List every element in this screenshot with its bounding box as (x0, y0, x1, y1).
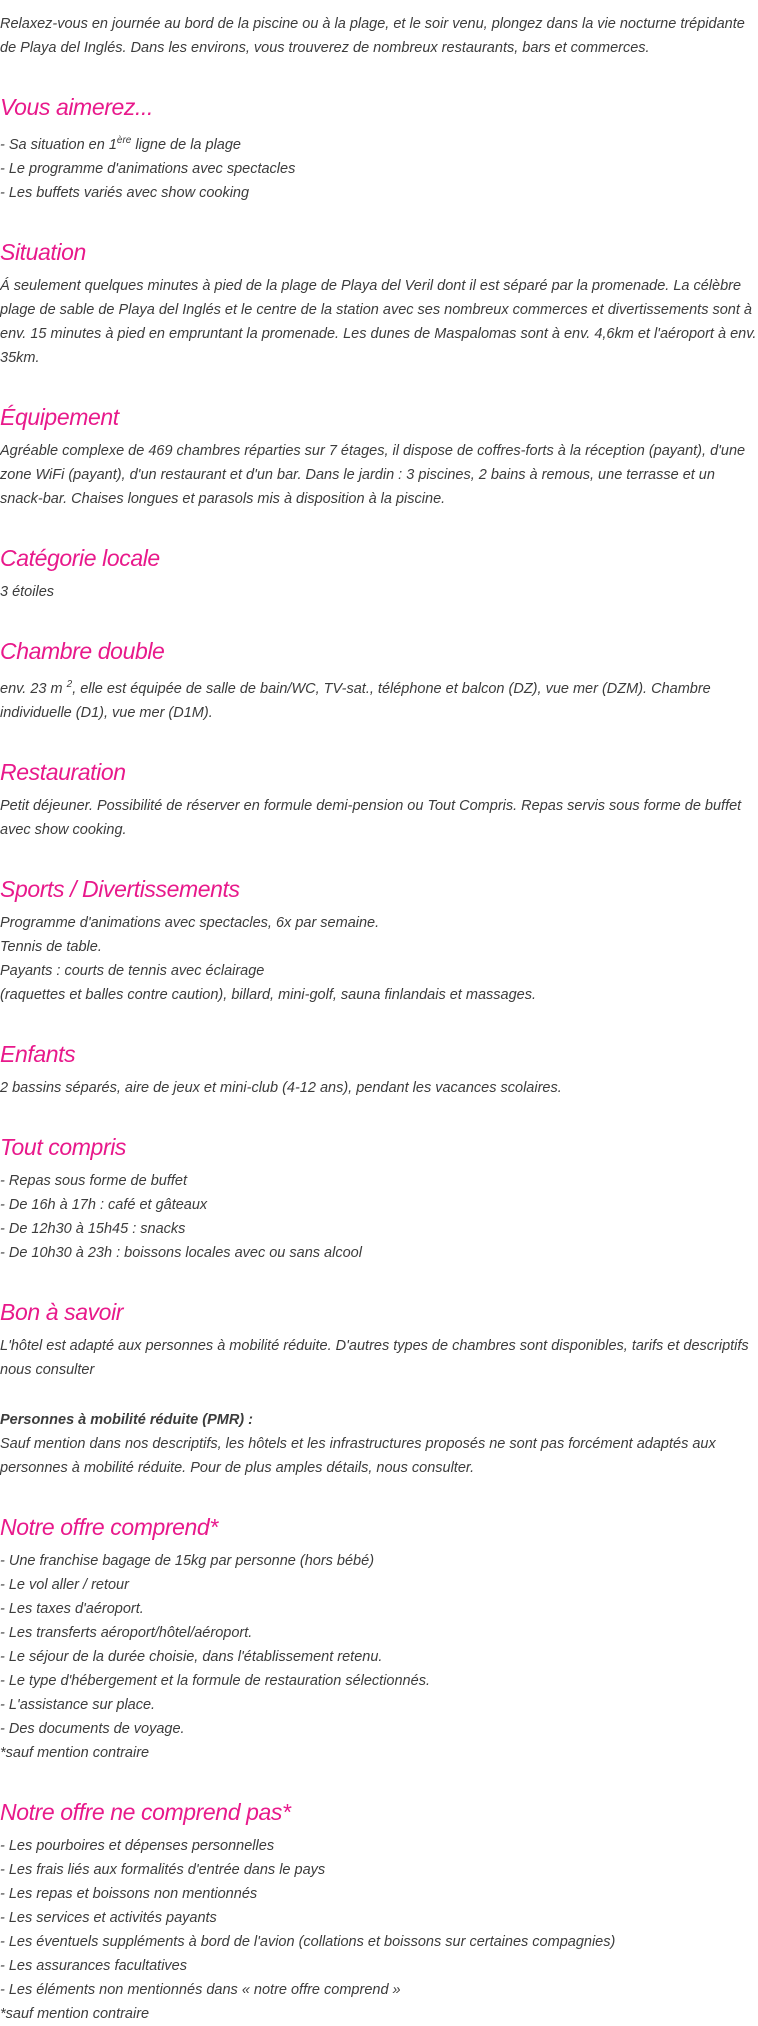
hotel-description (0, 12, 758, 2026)
categorie-text: 3 étoiles (0, 583, 55, 600)
pmr-text: Sauf mention dans nos descriptifs, les hôtels et les infrastructures proposés ne sont pas forcément adaptés aux personnes à mobilité réduite. Pour de plus amples détails, nous consulter. (0, 1435, 716, 1476)
section-title-enfants: Enfants (0, 1040, 76, 1067)
list-item: - Le programme d'animations avec spectacles (0, 160, 296, 177)
list-item: - De 16h à 17h : café et gâteaux (0, 1196, 208, 1213)
section-title-tout-compris: Tout compris (0, 1133, 127, 1160)
section-title-situation: Situation (0, 238, 86, 265)
section-title-restauration: Restauration (0, 758, 126, 785)
section-title-vous-aimerez: Vous aimerez... (0, 94, 153, 120)
chambre-text (0, 673, 758, 725)
list-item: - De 12h30 à 15h45 : snacks (0, 1220, 186, 1237)
section-title-sports: Sports / Divertissements (0, 875, 240, 902)
bon-a-savoir-text: L'hôtel est adapté aux personnes à mobilité réduite. D'autres types de chambres sont disponibles, tarifs et descriptifs nous consulter (0, 1337, 749, 1378)
list-item: - Une franchise bagage de 15kg par personne (hors bébé) (0, 1552, 375, 1569)
chambre-text-part: , elle est équipée de salle de bain/WC, TV-sat., téléphone et balcon (DZ), vue mer (DZM). Chambre individuelle (D1), vue mer (D1M). (0, 680, 711, 721)
list-item: - Les éventuels suppléments à bord de l'avion (collations et boissons sur certaines compagnies) (0, 1933, 616, 1950)
superscript: ère (116, 135, 132, 146)
chambre-text-part: env. 23 m (0, 680, 67, 697)
list-item: - Le séjour de la durée choisie, dans l'établissement retenu. (0, 1648, 383, 1665)
comprend-list (0, 1549, 758, 1765)
pmr-label: Personnes à mobilité réduite (PMR) : (0, 1411, 253, 1428)
enfants-text: 2 bassins séparés, aire de jeux et mini-club (4-12 ans), pendant les vacances scolaires. (0, 1079, 562, 1096)
list-item: Payants : courts de tennis avec éclairage (0, 962, 265, 979)
section-title-equipement: Équipement (0, 403, 119, 430)
list-item: - Les repas et boissons non mentionnés (0, 1885, 258, 1902)
list-item: - De 10h30 à 23h : boissons locales avec ou sans alcool (0, 1244, 362, 1261)
list-item-text: ligne de la plage (131, 136, 241, 153)
footnote: *sauf mention contraire (0, 1744, 150, 1761)
list-item-text: - Sa situation en 1 (0, 136, 117, 153)
list-item: - Le vol aller / retour (0, 1576, 129, 1593)
ne-comprend-pas-list (0, 1834, 758, 2026)
tout-compris-list (0, 1169, 758, 1265)
list-item: - Les éléments non mentionnés dans « notre offre comprend » (0, 1981, 401, 1998)
list-item: (raquettes et balles contre caution), billard, mini-golf, sauna finlandais et massages. (0, 986, 536, 1003)
section-title-bon-a-savoir: Bon à savoir (0, 1298, 124, 1325)
list-item: - Les transferts aéroport/hôtel/aéroport. (0, 1624, 253, 1641)
intro-paragraph: Relaxez-vous en journée au bord de la piscine ou à la plage, et le soir venu, plongez dans la vie nocturne trépidante de Playa del Inglés. Dans les environs, vous trouverez de nombreux restaurants, bars et commerces. (0, 16, 745, 56)
list-item: - Les pourboires et dépenses personnelles (0, 1837, 275, 1854)
list-item: Tennis de table. (0, 938, 102, 955)
situation-text: Á seulement quelques minutes à pied de la plage de Playa del Veril dont il est séparé par la promenade. La célèbre plage de sable de Playa del Inglés et le centre de la station avec ses nombreux commerces et divertissements sont à env. 15 minutes à pied en empruntant la promenade. Les dunes de Maspalomas sont à env. 4,6km et l'aéroport à env. 35km. (0, 277, 757, 366)
list-item: Programme d'animations avec spectacles, 6x par semaine. (0, 914, 380, 931)
list-item (0, 129, 758, 157)
list-item: - Repas sous forme de buffet (0, 1172, 187, 1189)
list-item: - Le type d'hébergement et la formule de restauration sélectionnés. (0, 1672, 430, 1689)
list-item: - Les taxes d'aéroport. (0, 1600, 144, 1617)
list-item: - Les assurances facultatives (0, 1957, 187, 1974)
section-title-chambre: Chambre double (0, 637, 165, 664)
list-item: - Des documents de voyage. (0, 1720, 185, 1737)
superscript: 2 (66, 678, 73, 690)
list-item: - Les buffets variés avec show cooking (0, 184, 250, 201)
vous-aimerez-list (0, 129, 758, 205)
footnote: *sauf mention contraire (0, 2005, 150, 2022)
list-item: - Les services et activités payants (0, 1909, 217, 1926)
equipement-text: Agréable complexe de 469 chambres réparties sur 7 étages, il dispose de coffres-forts à la réception (payant), d'une zone WiFi (payant), d'un restaurant et d'un bar. Dans le jardin : 3 piscines, 2 bains à remous, une terrasse et un snack-bar. Chaises longues et parasols mis à disposition à la piscine. (0, 442, 746, 507)
section-title-ne-comprend-pas: Notre offre ne comprend pas* (0, 1798, 291, 1825)
section-title-categorie: Catégorie locale (0, 544, 160, 571)
restauration-text: Petit déjeuner. Possibilité de réserver en formule demi-pension ou Tout Compris. Repas servis sous forme de buffet avec show cooking. (0, 797, 742, 838)
section-title-comprend: Notre offre comprend* (0, 1513, 218, 1540)
list-item: - Les frais liés aux formalités d'entrée dans le pays (0, 1861, 326, 1878)
list-item: - L'assistance sur place. (0, 1696, 156, 1713)
sports-list (0, 911, 758, 1007)
